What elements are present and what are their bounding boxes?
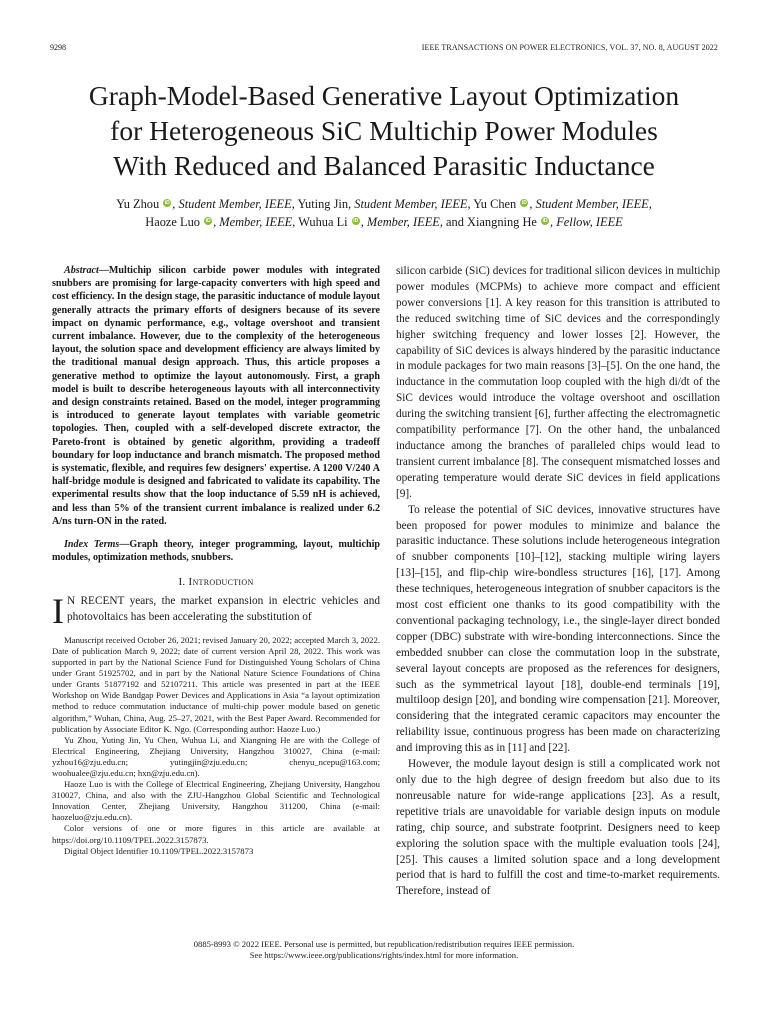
index-terms-text: —Graph theory, integer programming, layout, multichip modules, optimization methods, snubbers.: [52, 539, 380, 564]
copyright-line: 0885-8993 © 2022 IEEE. Personal use is permitted, but republication/redistribution requires IEEE permission.: [193, 939, 575, 949]
title-line-1: Graph-Model-Based Generative Layout Optimization: [88, 80, 680, 111]
section-heading: [52, 576, 380, 588]
footnote-color-versions: Color versions of one or more figures in this article are available at https://doi.org/10.1109/TPEL.2022.3157873.: [52, 823, 380, 845]
abstract: [52, 264, 380, 528]
author-name: Yu Chen: [473, 197, 517, 211]
intro-paragraph: [52, 591, 380, 632]
author-affiliation: , Fellow, IEEE: [550, 215, 623, 229]
author-affiliation: , Member, IEEE,: [360, 215, 443, 229]
copyright-footer: [40, 939, 728, 961]
footnote-affiliation: Yu Zhou, Yuting Jin, Yu Chen, Wuhua Li, and Xiangning He are with the College of Electrical Engineering, Zhejiang University, Hangzhou 310027, China (e-mail: yzhou16@zju.edu.cn; yutingjin@zju.edu.cn; chenyu_ncepu@163.com; woohualee@zju.edu.cn; hxn@zju.edu.cn).: [52, 734, 380, 778]
section-number: I.: [178, 576, 189, 589]
author-name: Wuhua Li: [298, 215, 348, 229]
index-terms: [52, 538, 380, 564]
title-line-3: With Reduced and Balanced Parasitic Inductance: [113, 150, 655, 181]
intro-text: N RECENT years, the market expansion in electric vehicles and photovoltaics has been accelerating the substitution of: [67, 595, 380, 623]
orcid-icon[interactable]: iD: [353, 218, 359, 224]
body-paragraph: However, the module layout design is still a complicated work not only due to the high degree of design freedom but also due to its nonreusable nature for wide-range applications [23]. As a result, repetitive trials are unavoidable for variable design inputs on module rating, chip source, and substrate footprint. Designers need to keep exploring the solution space with the multiple evaluation tools [24], [25]. This causes a limited solution space and a long development period that is hard to fulfill the cost and time-to-market requirements. Therefore, instead of: [396, 758, 720, 898]
orcid-icon[interactable]: iD: [521, 200, 527, 206]
left-column: [52, 264, 380, 857]
running-head: IEEE TRANSACTIONS ON POWER ELECTRONICS, VOL. 37, NO. 8, AUGUST 2022: [421, 43, 718, 52]
body-paragraph: To release the potential of SiC devices, innovative structures have been proposed for power modules to minimize and balance the parasitic inductance. These solutions include heterogeneous integration of snubber components [10]–[12], stacking multiple wiring layers [13]–[15], and flip-chip wire-bondless structures [16], [17]. Among these techniques, heterogeneous integration of snubber capacitors is the most cost efficient one thanks to its good compatibility with the conventional packaging technology, i.e., the single-layer direct bonded copper (DBC) substrate with wire-bonding interconnections. Since the embedded snubber can close the commutation loop in the substrate, several layout concepts are proposed as the references for designers, such as the symmetrical layout [18], double-end terminals [19], multiloop design [20], and bonding wire compensation [21]. Moreover, considering that the integrated ceramic capacitors may encounter the reliability issue, continuous progress has been made on characterizing and improving this as in [11] and [22].: [396, 503, 720, 755]
footnote-affiliation: Haoze Luo is with the College of Electrical Engineering, Zhejiang University, Hangzhou 310027, China, and also with the ZJU-Hangzhou Global Scientific and Technological Innovation Center, Zhejiang University, Hangzhou 311200, China (e-mail: haozeluo@zju.edu.cn).: [52, 779, 380, 823]
body-paragraph: silicon carbide (SiC) devices for traditional silicon devices in multichip power modules (MCPMs) to achieve more compact and efficient power conversions [1]. A key reason for this transition is attributed to the reduced switching time of SiC devices and the correspondingly higher switching frequency and lower losses [2]. However, the capability of SiC devices is always hindered by the parasitic inductance in module packages for two main reasons [3]–[5]. On the one hand, the inductance in the commutation loop coupled with the high di/dt of the SiC devices would introduce the voltage overshoot and oscillation during the switching transient [6], further affecting the electromagnetic compatibility performance [7]. On the other hand, the unbalanced inductance among the branches of paralleled chips would lead to transient current imbalance [8]. The consequent mismatched losses and operating temperature would derate SiC devices in field applications [9].: [396, 265, 720, 500]
author-name: Haoze Luo: [145, 215, 200, 229]
orcid-icon[interactable]: iD: [542, 218, 548, 224]
abstract-lead: Abstract: [64, 265, 99, 276]
title-block: [40, 78, 728, 231]
paper-title: [40, 78, 728, 183]
rights-line: See https://www.ieee.org/publications/rights/index.html for more information.: [249, 950, 519, 960]
author-affiliation: Student Member, IEEE,: [354, 197, 471, 211]
footnotes: [52, 635, 380, 857]
footnote-doi: Digital Object Identifier 10.1109/TPEL.2022.3157873: [64, 845, 254, 856]
title-line-2: for Heterogeneous SiC Multichip Power Modules: [110, 115, 658, 146]
author-list: [40, 195, 728, 231]
abstract-text: —Multichip silicon carbide power modules with integrated snubbers are promising for large-capacity converters with high speed and cost efficiency. In the design stage, the parasitic inductance of module layout generally attracts the primary efforts of designers because of its severe impact on dynamic performance, e.g., voltage overshoot and transient current imbalance. However, due to the complexity of the heterogeneous layout, the solution space and development efficiency are always limited by the traditional manual design approach. Thus, this article proposes a generative method to optimize the layout autonomously. First, a graph model is built to describe heterogeneous layouts with all interconnectivity and design constraints retained. Based on the model, integer programming is introduced to generate layout templates with variable geometric topologies. Then, coupled with a self-developed discrete extractor, the Pareto-front is obtained by genetic algorithm, providing a tradeoff boundary for loop inductance and branch mismatch. The proposed method is systematic, flexible, and requires few designers' expertise. A 1200 V/240 A half-bridge module is designed and fabricated to validate its capability. The experimental results show that the loop inductance of 5.59 nH is achieved, and less than 5% of the transient current imbalance is realized under 6.2 A/ns turn-ON in the rated.: [52, 265, 380, 527]
footnote-manuscript: Manuscript received October 26, 2021; revised January 20, 2022; accepted March 3, 2022. Date of publication March 9, 2022; date of current version April 28, 2022. This work was supported in part by the National Science Fund for Distinguished Young Scholars of China under Grant 51925702, and in part by the National Nature Science Foundations of China under Grants 51877192 and 52107211. This article was presented in part at the IEEE Workshop on Wide Bandgap Power Devices and Applications in Asia “a layout optimization method to reduce commutation inductance of multi-chip power module based on genetic algorithm,” Wuhan, China, Aug. 25–27, 2021, with the Best Paper Award. Recommended for publication by Associate Editor K. Ngo. (Corresponding author: Haoze Luo.): [52, 634, 380, 734]
author-name: and Xiangning He: [446, 215, 537, 229]
author-name: Yu Zhou: [116, 197, 160, 211]
index-terms-lead: Index Terms: [64, 539, 120, 551]
page-number: 9298: [50, 43, 66, 52]
author-affiliation: , Member, IEEE,: [213, 215, 296, 229]
drop-cap: I: [52, 591, 64, 632]
author-name: Yuting Jin,: [297, 197, 352, 211]
right-column: [396, 264, 720, 900]
orcid-icon[interactable]: iD: [205, 218, 211, 224]
section-title: Introduction: [188, 576, 254, 589]
orcid-icon[interactable]: iD: [164, 200, 170, 206]
author-affiliation: , Student Member, IEEE,: [172, 197, 295, 211]
author-affiliation: , Student Member, IEEE,: [529, 197, 652, 211]
